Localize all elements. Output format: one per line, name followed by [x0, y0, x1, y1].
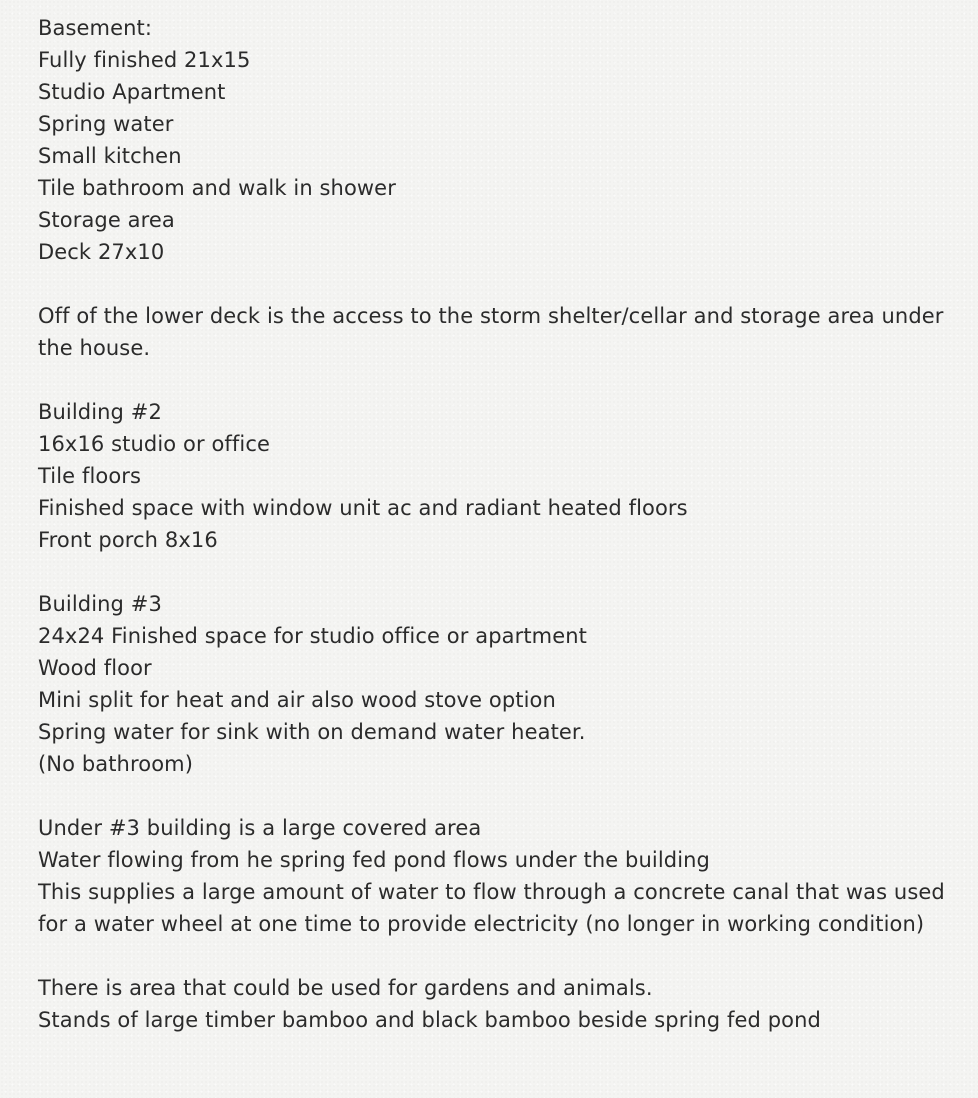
note-line: Deck 27x10	[38, 240, 165, 264]
note-line: 24x24 Finished space for studio office or apartment	[38, 624, 587, 648]
note-line: Front porch 8x16	[38, 528, 218, 552]
note-line: 16x16 studio or office	[38, 432, 271, 456]
note-line: Building #2	[38, 400, 162, 424]
note-line: Under #3 building is a large covered area	[38, 816, 482, 840]
blank-line	[38, 556, 958, 588]
blank-line	[38, 268, 958, 300]
note-line: There is area that could be used for gardens and animals.	[38, 976, 653, 1000]
note-line: Stands of large timber bamboo and black bamboo beside spring fed pond	[38, 1008, 821, 1032]
note-line: Spring water for sink with on demand water heater.	[38, 720, 586, 744]
note-line: Basement:	[38, 16, 153, 40]
note-line: Tile bathroom and walk in shower	[38, 176, 396, 200]
note-line: Tile floors	[38, 464, 142, 488]
note-line: Finished space with window unit ac and radiant heated floors	[38, 496, 688, 520]
note-line: Spring water	[38, 112, 174, 136]
note-paragraph: This supplies a large amount of water to flow through a concrete canal that was used for a water wheel at one time to provide electricity (no longer in working condition)	[38, 880, 945, 936]
note-line: Water flowing from he spring fed pond flows under the building	[38, 848, 710, 872]
note-line: Studio Apartment	[38, 80, 226, 104]
note-line: Mini split for heat and air also wood stove option	[38, 688, 556, 712]
note-line: Building #3	[38, 592, 162, 616]
note-line: Small kitchen	[38, 144, 182, 168]
note-line: Fully finished 21x15	[38, 48, 251, 72]
note-body	[38, 12, 958, 1036]
blank-line	[38, 780, 958, 812]
blank-line	[38, 940, 958, 972]
note-line: Storage area	[38, 208, 175, 232]
note-line: (No bathroom)	[38, 752, 193, 776]
note-line: Wood floor	[38, 656, 152, 680]
blank-line	[38, 364, 958, 396]
note-paragraph: Off of the lower deck is the access to the storm shelter/cellar and storage area under the house.	[38, 304, 944, 360]
